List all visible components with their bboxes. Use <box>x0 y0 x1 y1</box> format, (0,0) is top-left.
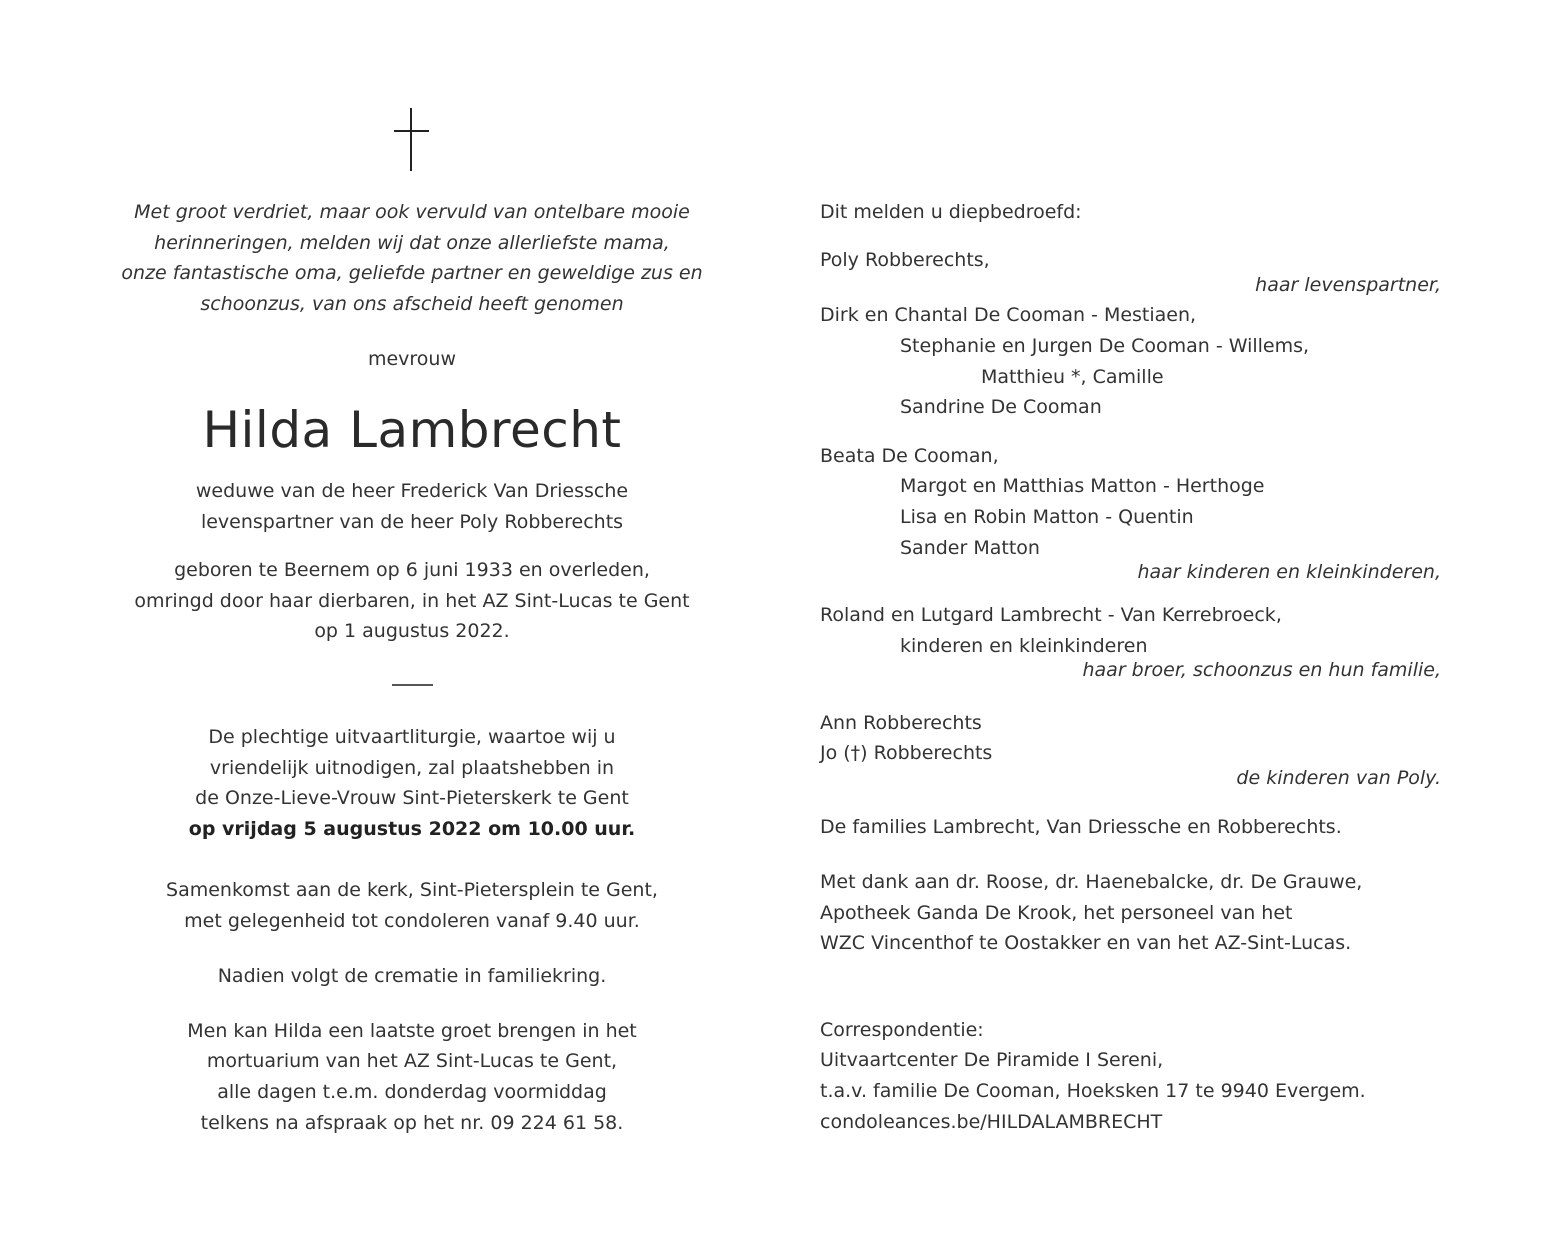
birth-death-line-1: geboren te Beernem op 6 juni 1933 en overleden, <box>174 559 650 581</box>
great-grandchildren-1: Matthieu *, Camille <box>981 366 1164 388</box>
poly-child-1: Ann Robberechts <box>820 712 982 734</box>
cross-horizontal <box>394 130 429 132</box>
children-role: haar kinderen en kleinkinderen, <box>1137 561 1441 583</box>
poly-children-role: de kinderen van Poly. <box>1236 767 1441 789</box>
brother: Roland en Lutgard Lambrecht - Van Kerrebroeck, <box>820 604 1282 626</box>
brother-role: haar broer, schoonzus en hun familie, <box>1082 659 1441 681</box>
cremation-note: Nadien volgt de crematie in familiekring. <box>217 965 607 987</box>
intro-line-2: herinneringen, melden wij dat onze allerliefste mama, <box>154 232 670 254</box>
correspondence-address: t.a.v. familie De Cooman, Hoeksken 17 te 9940 Evergem. <box>820 1080 1366 1102</box>
ceremony-line-1: De plechtige uitvaartliturgie, waartoe wij u <box>208 726 616 748</box>
correspondence-funeral-home: Uitvaartcenter De Piramide I Sereni, <box>820 1049 1164 1071</box>
birth-death-line-2: omringd door haar dierbaren, in het AZ Sint-Lucas te Gent <box>134 590 690 612</box>
intro-line-1: Met groot verdriet, maar ook vervuld van ontelbare mooie <box>134 201 690 223</box>
announce: Dit melden u diepbedroefd: <box>820 201 1082 223</box>
gathering-line-2: met gelegenheid tot condoleren vanaf 9.40 uur. <box>184 910 640 932</box>
grandchild-3: Margot en Matthias Matton - Herthoge <box>900 475 1265 497</box>
ceremony-line-2: vriendelijk uitnodigen, zal plaatshebben in <box>209 757 615 779</box>
condolence-link[interactable]: condoleances.be/HILDALAMBRECHT <box>820 1111 1163 1133</box>
visit-line-1: Men kan Hilda een laatste groet brengen in het <box>187 1020 637 1042</box>
child-2: Beata De Cooman, <box>820 445 999 467</box>
grandchild-2: Sandrine De Cooman <box>900 396 1102 418</box>
thanks-line-3: WZC Vincenthof te Oostakker en van het AZ-Sint-Lucas. <box>820 932 1352 954</box>
grandchild-5: Sander Matton <box>900 537 1040 559</box>
brother-children: kinderen en kleinkinderen <box>900 635 1148 657</box>
intro-line-3: onze fantastische oma, geliefde partner en geweldige zus en <box>121 262 703 284</box>
child-1: Dirk en Chantal De Cooman - Mestiaen, <box>820 304 1197 326</box>
intro-line-4: schoonzus, van ons afscheid heeft genomen <box>200 293 624 315</box>
partner: Poly Robberechts, <box>820 249 990 271</box>
cross-vertical <box>410 108 412 171</box>
correspondence-heading: Correspondentie: <box>820 1019 984 1041</box>
ceremony-line-3: de Onze-Lieve-Vrouw Sint-Pieterskerk te Gent <box>195 787 629 809</box>
visit-line-2: mortuarium van het AZ Sint-Lucas te Gent, <box>206 1050 618 1072</box>
families: De families Lambrecht, Van Driessche en Robberechts. <box>820 816 1342 838</box>
partner-role: haar levenspartner, <box>1255 274 1441 296</box>
relation-line-1: weduwe van de heer Frederick Van Driessche <box>195 480 629 502</box>
birth-death-line-3: op 1 augustus 2022. <box>314 620 510 642</box>
ceremony-date: op vrijdag 5 augustus 2022 om 10.00 uur. <box>188 818 636 840</box>
visit-line-4: telkens na afspraak op het nr. 09 224 61 58. <box>200 1112 624 1134</box>
visit-line-3: alle dagen t.e.m. donderdag voormiddag <box>217 1081 607 1103</box>
deceased-name: Hilda Lambrecht <box>202 401 622 459</box>
thanks-line-2: Apotheek Ganda De Krook, het personeel van het <box>820 902 1293 924</box>
thanks-line-1: Met dank aan dr. Roose, dr. Haenebalcke, dr. De Grauwe, <box>820 871 1363 893</box>
poly-child-2: Jo (†) Robberechts <box>820 742 993 764</box>
salutation: mevrouw <box>367 348 457 370</box>
gathering-line-1: Samenkomst aan de kerk, Sint-Pietersplein te Gent, <box>166 879 658 901</box>
grandchild-1: Stephanie en Jurgen De Cooman - Willems, <box>900 335 1310 357</box>
divider <box>392 684 433 686</box>
relation-line-2: levenspartner van de heer Poly Robberechts <box>200 511 624 533</box>
grandchild-4: Lisa en Robin Matton - Quentin <box>900 506 1194 528</box>
